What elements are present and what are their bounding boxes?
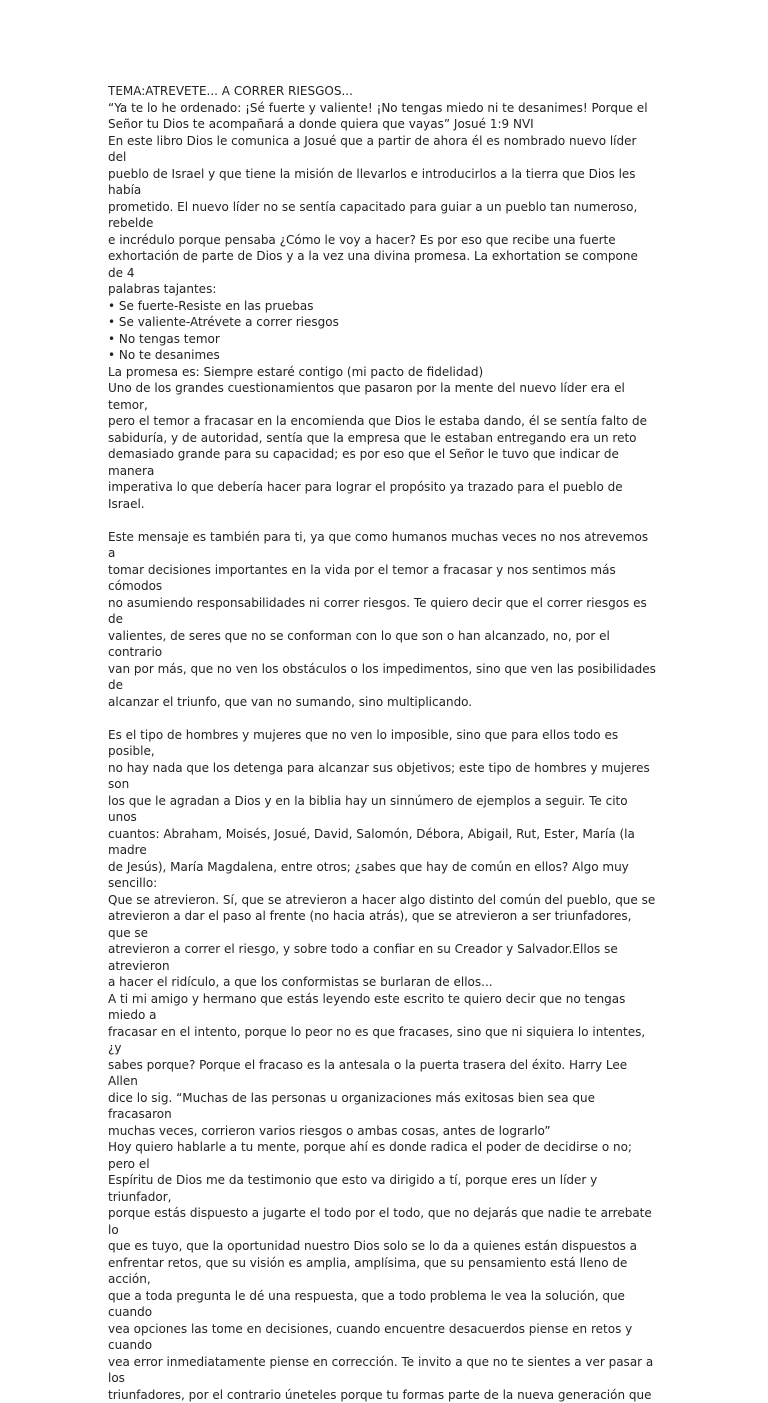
text-line: fracasar en el intento, porque lo peor no es que fracases, sino que ni siquiera lo intentes, ¿y: [108, 1024, 656, 1057]
text-line: vea opciones las tome en decisiones, cuando encuentre desacuerdos piense en retos y cuando: [108, 1321, 656, 1354]
text-line: que a toda pregunta le dé una respuesta, que a todo problema le vea la solución, que cuando: [108, 1288, 656, 1321]
text-line: a hacer el ridículo, a que los conformistas se burlaran de ellos...: [108, 974, 656, 991]
text-line: no hay nada que los detenga para alcanzar sus objetivos; este tipo de hombres y mujeres son: [108, 760, 656, 793]
text-line: Es el tipo de hombres y mujeres que no ven lo imposible, sino que para ellos todo es posible,: [108, 727, 656, 760]
text-line: sabes porque? Porque el fracaso es la antesala o la puerta trasera del éxito. Harry Lee Allen: [108, 1057, 656, 1090]
text-line: e incrédulo porque pensaba ¿Cómo le voy a hacer? Es por eso que recibe una fuerte: [108, 232, 656, 249]
text-line: los que le agradan a Dios y en la biblia hay un sinnúmero de ejemplos a seguir. Te cito unos: [108, 793, 656, 826]
text-line: imperativa lo que debería hacer para lograr el propósito ya trazado para el pueblo de Israel.: [108, 479, 656, 512]
text-line: van por más, que no ven los obstáculos o los impedimentos, sino que ven las posibilidades de: [108, 661, 656, 694]
paragraph-gap: [108, 710, 656, 727]
text-line: • No te desanimes: [108, 347, 656, 364]
text-line: que es tuyo, que la oportunidad nuestro Dios solo se lo da a quienes están dispuestos a: [108, 1238, 656, 1255]
text-line: “Ya te lo he ordenado: ¡Sé fuerte y valiente! ¡No tengas miedo ni te desanimes! Porque el: [108, 100, 656, 117]
text-line: Señor tu Dios te acompañará a donde quiera que vayas” Josué 1:9 NVI: [108, 116, 656, 133]
text-line: dice lo sig. “Muchas de las personas u organizaciones más exitosas bien sea que fracasaron: [108, 1090, 656, 1123]
text-line: • Se valiente-Atrévete a correr riesgos: [108, 314, 656, 331]
text-line: En este libro Dios le comunica a Josué que a partir de ahora él es nombrado nuevo líder del: [108, 133, 656, 166]
document-body: [108, 83, 656, 1403]
text-line: atrevieron a correr el riesgo, y sobre todo a confiar en su Creador y Salvador.Ellos se atrevieron: [108, 941, 656, 974]
text-line: atrevieron a dar el paso al frente (no hacia atrás), que se atrevieron a ser triunfadores, que se: [108, 908, 656, 941]
text-line: sabiduría, y de autoridad, sentía que la empresa que le estaban entregando era un reto: [108, 430, 656, 447]
text-line: • No tengas temor: [108, 331, 656, 348]
text-line: Este mensaje es también para ti, ya que como humanos muchas veces no nos atrevemos a: [108, 529, 656, 562]
text-line: Hoy quiero hablarle a tu mente, porque ahí es donde radica el poder de decidirse o no; pero el: [108, 1139, 656, 1172]
text-line: alcanzar el triunfo, que van no sumando, sino multiplicando.: [108, 694, 656, 711]
text-line: muchas veces, corrieron varios riesgos o ambas cosas, antes de lograrlo”: [108, 1123, 656, 1140]
text-line: porque estás dispuesto a jugarte el todo por el todo, que no dejarás que nadie te arrebate lo: [108, 1205, 656, 1238]
paragraph-gap: [108, 512, 656, 529]
text-line: valientes, de seres que no se conforman con lo que son o han alcanzado, no, por el contrario: [108, 628, 656, 661]
text-line: de Jesús), María Magdalena, entre otros; ¿sabes que hay de común en ellos? Algo muy sencillo:: [108, 859, 656, 892]
text-line: vea error inmediatamente piense en corrección. Te invito a que no te sientes a ver pasar a los: [108, 1354, 656, 1387]
text-line: pero el temor a fracasar en la encomienda que Dios le estaba dando, él se sentía falto de: [108, 413, 656, 430]
text-line: pueblo de Israel y que tiene la misión de llevarlos e introducirlos a la tierra que Dios les había: [108, 166, 656, 199]
document-title: TEMA:ATREVETE... A CORRER RIESGOS...: [108, 83, 656, 100]
text-line: Uno de los grandes cuestionamientos que pasaron por la mente del nuevo líder era el temor,: [108, 380, 656, 413]
text-line: A ti mi amigo y hermano que estás leyendo este escrito te quiero decir que no tengas miedo a: [108, 991, 656, 1024]
text-line: La promesa es: Siempre estaré contigo (mi pacto de fidelidad): [108, 364, 656, 381]
text-line: palabras tajantes:: [108, 281, 656, 298]
text-line: no asumiendo responsabilidades ni correr riesgos. Te quiero decir que el correr riesgos es de: [108, 595, 656, 628]
text-line: demasiado grande para su capacidad; es por eso que el Señor le tuvo que indicar de manera: [108, 446, 656, 479]
text-line: tomar decisiones importantes en la vida por el temor a fracasar y nos sentimos más cómodos: [108, 562, 656, 595]
text-line: exhortación de parte de Dios y a la vez una divina promesa. La exhortation se compone de 4: [108, 248, 656, 281]
text-line: Que se atrevieron. Sí, que se atrevieron a hacer algo distinto del común del pueblo, que se: [108, 892, 656, 909]
text-line: Espíritu de Dios me da testimonio que esto va dirigido a tí, porque eres un líder y triunfador,: [108, 1172, 656, 1205]
text-line: triunfadores, por el contrario úneteles porque tu formas parte de la nueva generación que: [108, 1387, 656, 1403]
text-line: enfrentar retos, que su visión es amplia, amplísima, que su pensamiento está lleno de acción,: [108, 1255, 656, 1288]
text-line: • Se fuerte-Resiste en las pruebas: [108, 298, 656, 315]
text-line: prometido. El nuevo líder no se sentía capacitado para guiar a un pueblo tan numeroso, rebelde: [108, 199, 656, 232]
text-line: cuantos: Abraham, Moisés, Josué, David, Salomón, Débora, Abigail, Rut, Ester, María (la madre: [108, 826, 656, 859]
